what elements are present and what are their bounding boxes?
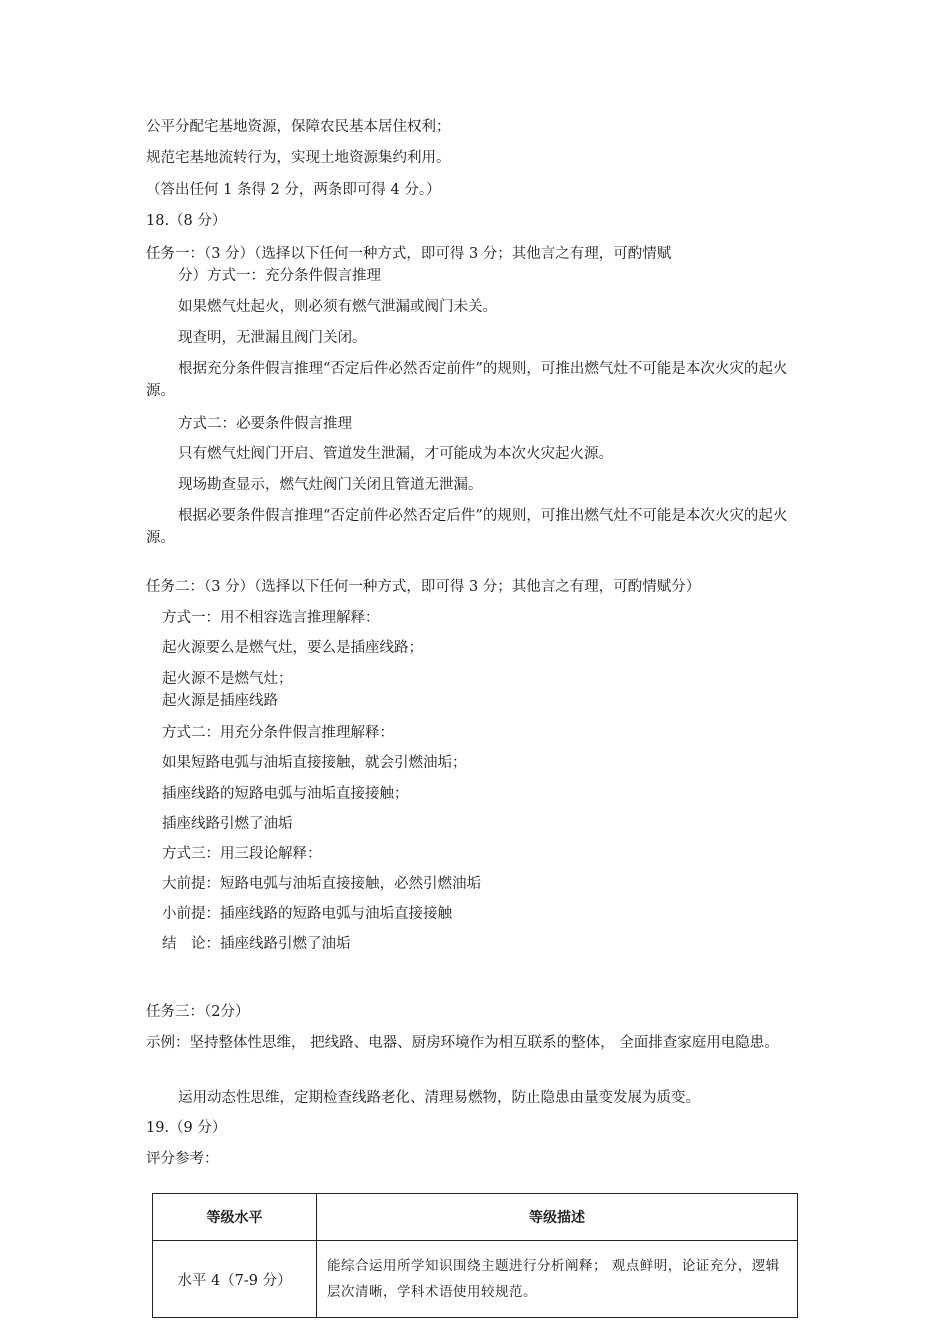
task1-method2-line2: 现场勘查显示，燃气灶阀门关闭且管道无泄漏。 (178, 477, 483, 493)
task2-method1-line1: 起火源要么是燃气灶，要么是插座线路； (162, 640, 423, 656)
q19-scoring-reference: 评分参考： (146, 1151, 219, 1167)
grade-level-cell: 水平 4（7-9 分） (153, 1241, 317, 1318)
task1-method2-line1: 只有燃气灶阀门开启、管道发生泄漏，才可能成为本次火灾起火源。 (178, 446, 613, 462)
task1-method2-line3: 根据必要条件假言推理“否定前件必然否定后件”的规则，可推出燃气灶不可能是本次火灾的起火源。 (146, 508, 788, 546)
grade-description-cell: 能综合运用所学知识围绕主题进行分析阐释； 观点鲜明，论证充分，逻辑层次清晰，学科术语使用较规范。 (317, 1241, 798, 1318)
task2-intro: 任务二：（3 分）（选择以下任何一种方式，即可得 3 分；其他言之有理，可酌情赋分） (146, 579, 701, 595)
task2-method1-line3: 起火源是插座线路 (162, 693, 278, 709)
table-row (153, 1241, 798, 1318)
task2-method2-title: 方式二：用充分条件假言推理解释： (162, 725, 394, 741)
grade-description-header: 等级描述 (317, 1194, 798, 1241)
task2-method1-title: 方式一：用不相容选言推理解释： (162, 610, 380, 626)
q17-answer-line-1: 公平分配宅基地资源，保障农民基本居住权利； (146, 119, 451, 135)
task2-method2-line1: 如果短路电弧与油垢直接接触，就会引燃油垢； (162, 755, 467, 771)
task2-method3-title: 方式三：用三段论解释： (162, 846, 322, 862)
task2-method3-conclusion: 结 论：插座线路引燃了油垢 (162, 936, 351, 952)
task2-method3-major-premise: 大前提：短路电弧与油垢直接接触，必然引燃油垢 (162, 876, 481, 892)
task1-method2-title: 方式二：必要条件假言推理 (178, 416, 352, 432)
task1-method1-line3: 根据充分条件假言推理“否定后件必然否定前件”的规则，可推出燃气灶不可能是本次火灾的起火源。 (146, 361, 788, 399)
task3-intro: 任务三：（2分） (146, 1004, 250, 1020)
grade-level-header: 等级水平 (153, 1194, 317, 1241)
task2-method2-line3: 插座线路引燃了油垢 (162, 816, 293, 832)
grading-table (152, 1193, 798, 1318)
q18-heading: 18.（8 分） (146, 213, 227, 229)
task2-method2-line2: 插座线路的短路电弧与油垢直接接触； (162, 786, 409, 802)
task2-method3-minor-premise: 小前提：插座线路的短路电弧与油垢直接接触 (162, 906, 452, 922)
task1-method1-line2: 现查明，无泄漏且阀门关闭。 (178, 330, 367, 346)
task3-example-1: 示例：坚持整体性思维， 把线路、电器、厨房环境作为相互联系的整体， 全面排查家庭用电隐患。 (146, 1035, 779, 1051)
grading-table-header-row (153, 1194, 798, 1241)
q17-scoring-note: （答出任何 1 条得 2 分，两条即可得 4 分。） (146, 182, 441, 198)
task1-intro: 任务一：（3 分）（选择以下任何一种方式，即可得 3 分；其他言之有理，可酌情赋 (146, 246, 672, 262)
task1-method1-line1: 如果燃气灶起火，则必须有燃气泄漏或阀门未关。 (178, 299, 497, 315)
task3-example-2: 运用动态性思维，定期检查线路老化、清理易燃物，防止隐患由量变发展为质变。 (178, 1090, 700, 1106)
q19-heading: 19.（9 分） (146, 1120, 227, 1136)
q17-answer-line-2: 规范宅基地流转行为，实现土地资源集约利用。 (146, 150, 451, 166)
task1-intro-continued: 分）方式一：充分条件假言推理 (178, 268, 381, 284)
task2-method1-line2: 起火源不是燃气灶； (162, 671, 293, 687)
